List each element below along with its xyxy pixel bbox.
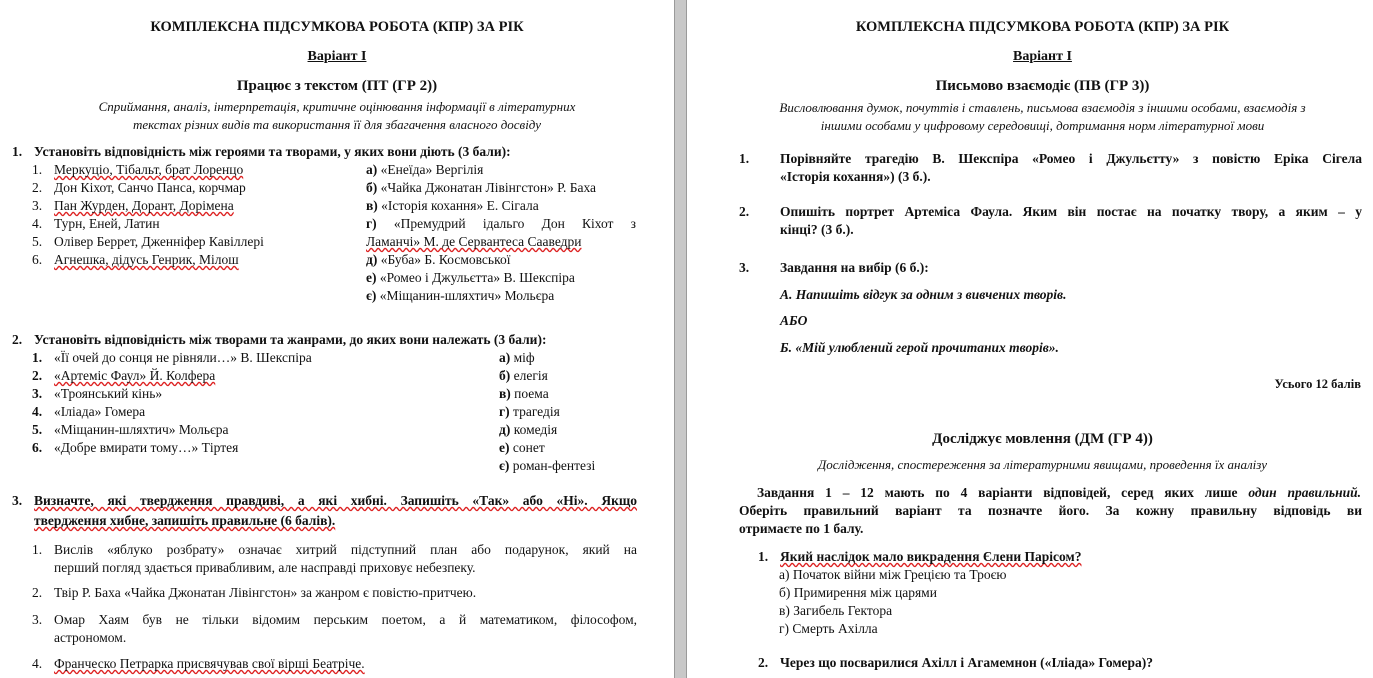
list-item: б) елегія: [499, 368, 548, 383]
page-gutter: [674, 0, 687, 678]
list-item: г) «Премудрий ідальго Дон Кіхот з: [366, 216, 637, 231]
list-item: д) «Буба» Б. Космовської: [366, 252, 511, 267]
list-item: є) «Міщанин-шляхтич» Мольєра: [366, 288, 555, 303]
list-item: 2. «Артеміс Фаул» Й. Колфера: [32, 368, 216, 383]
right-section-desc-1: Висловлювання думок, почуттів і ставлень, письмова взаємодія з іншими особами, взаємодія з: [779, 100, 1306, 115]
left-section-desc-2: текстах різних видів та використання її для збагачення власного досвіду: [133, 117, 541, 132]
list-item: 6. Агнешка, дідусь Генрик, Мілош: [32, 252, 239, 267]
right-title: КОМПЛЕКСНА ПІДСУМКОВА РОБОТА (КПР) ЗА РІК: [855, 19, 1230, 35]
right-section-title: Письмово взаємодіє (ПВ (ГР 3)): [935, 78, 1150, 94]
list-item-cont: перший погляд здається привабливим, але насправді приховує небезпеку.: [54, 560, 476, 575]
instructions-3: отримаєте по 1 балу.: [739, 521, 864, 536]
list-item: е) «Ромео і Джульєтта» В. Шекспіра: [366, 270, 575, 285]
list-item-cont: астрономом.: [54, 630, 127, 645]
list-item: 5. Олівер Беррет, Дженніфер Кавіллері: [32, 234, 264, 249]
list-item: а) міф: [499, 350, 535, 365]
list-item: 2. Твір Р. Баха «Чайка Джонатан Лівінгстон» за жанром є повістю-притчею.: [32, 585, 477, 600]
list-item: 1. Вислів «яблуко розбрату» означає хитрий підступний план або подарунок, який на: [32, 542, 637, 557]
mc-question-1: 1. Який наслідок мало викрадення Єлени Парісом?: [758, 549, 1082, 564]
answer-option[interactable]: б) Примирення між царями: [779, 585, 937, 600]
list-item: 3. Омар Хаям був не тільки відомим перським поетом, а й математиком, філософом,: [32, 612, 637, 627]
right-page: [687, 0, 1373, 678]
q2-heading: 2. Установіть відповідність між творами та жанрами, до яких вони належать (3 бали):: [12, 332, 547, 347]
list-item: г) трагедія: [499, 404, 560, 419]
left-section-title: Працює з текстом (ПТ (ГР 2)): [236, 78, 438, 94]
left-section-desc-1: Сприймання, аналіз, інтерпретація, критичне оцінювання інформації в літературних: [98, 99, 576, 114]
list-item: д) комедія: [499, 422, 558, 437]
list-item: б) «Чайка Джонатан Лівінгстон» Р. Баха: [366, 180, 597, 195]
right-section2-desc: Дослідження, спостереження за літературними явищами, проведення їх аналізу: [818, 457, 1267, 472]
total-score: Усього 12 балів: [1274, 377, 1361, 391]
answer-option[interactable]: г) Смерть Ахілла: [779, 621, 878, 636]
left-title: КОМПЛЕКСНА ПІДСУМКОВА РОБОТА (КПР) ЗА РІК: [150, 19, 524, 35]
mc-question-2: 2. Через що посварилися Ахілл і Агамемнон («Іліада» Гомера)?: [758, 655, 1154, 670]
list-item: 6. «Добре вмирати тому…» Тіртея: [32, 440, 239, 455]
left-page: [0, 0, 674, 678]
list-item: в) поема: [499, 386, 549, 401]
list-item: 4. Турн, Еней, Латин: [32, 216, 160, 231]
instructions-2: Оберіть правильний варіант та позначте його. За кожну правильну відповідь ви: [739, 503, 1362, 518]
right-variant: Варіант І: [1013, 49, 1072, 64]
task-3: 3. Завдання на вибір (6 б.):: [739, 260, 929, 275]
answer-option[interactable]: в) Загибель Гектора: [779, 603, 893, 618]
list-item: а) «Енеїда» Вергілія: [366, 162, 484, 177]
choice-a: А. Напишіть відгук за одним з вивчених творів.: [780, 287, 1067, 302]
list-item: 2. Дон Кіхот, Санчо Панса, корчмар: [32, 180, 246, 195]
left-variant: Варіант І: [307, 49, 367, 64]
choice-b: Б. «Мій улюблений герой прочитаних творів».: [780, 340, 1059, 355]
task-1: 1. Порівняйте трагедію В. Шекспіра «Ромео і Джульєтту» з повістю Еріка Сігела: [739, 151, 1362, 166]
task-2: 2. Опишіть портрет Артеміса Фаула. Яким він постає на початку твору, а яким – у: [739, 204, 1362, 219]
choice-or: АБО: [780, 313, 808, 328]
list-item: 5. «Міщанин-шляхтич» Мольєра: [32, 422, 229, 437]
answer-option[interactable]: а) Початок війни між Грецією та Троєю: [779, 567, 1007, 582]
task-2-cont: кінці? (3 б.).: [780, 222, 854, 237]
right-section-desc-2: іншими особами у цифровому середовищі, дотримання норм літературної мови: [820, 118, 1265, 133]
list-item: 4. Франческо Петрарка присвячував свої вірші Беатріче.: [32, 656, 365, 671]
q3-heading: 3. Визначте, які твердження правдиві, а які хибні. Запишіть «Так» або «Ні». Якщо: [12, 493, 637, 508]
q1-heading: 1. Установіть відповідність між героями та творами, у яких вони діють (3 бали):: [12, 144, 511, 159]
list-item: 4. «Іліада» Гомера: [32, 404, 146, 419]
list-item: в) «Історія кохання» Е. Сігала: [366, 198, 539, 213]
instructions-1: Завдання 1 – 12 мають по 4 варіанти відповідей, серед яких лише один правильний.: [757, 485, 1361, 500]
list-item: 1. Меркуціо, Тібальт, брат Лоренцо: [32, 162, 244, 177]
list-item: є) роман-фентезі: [499, 458, 596, 473]
right-section2-title: Досліджує мовлення (ДМ (ГР 4)): [932, 431, 1153, 447]
list-item: 3. Пан Журден, Дорант, Дорімена: [32, 198, 234, 213]
list-item: 1. «Її очей до сонця не рівняли…» В. Шекспіра: [32, 350, 312, 365]
task-1-cont: «Історія кохання») (3 б.).: [780, 169, 931, 184]
list-item: Ламанчі» М. де Сервантеса Сааведри: [366, 234, 582, 249]
list-item: 3. «Троянський кінь»: [32, 386, 163, 401]
list-item: е) сонет: [499, 440, 545, 455]
q3-heading-2: твердження хибне, запишіть правильне (6 балів).: [34, 513, 336, 528]
